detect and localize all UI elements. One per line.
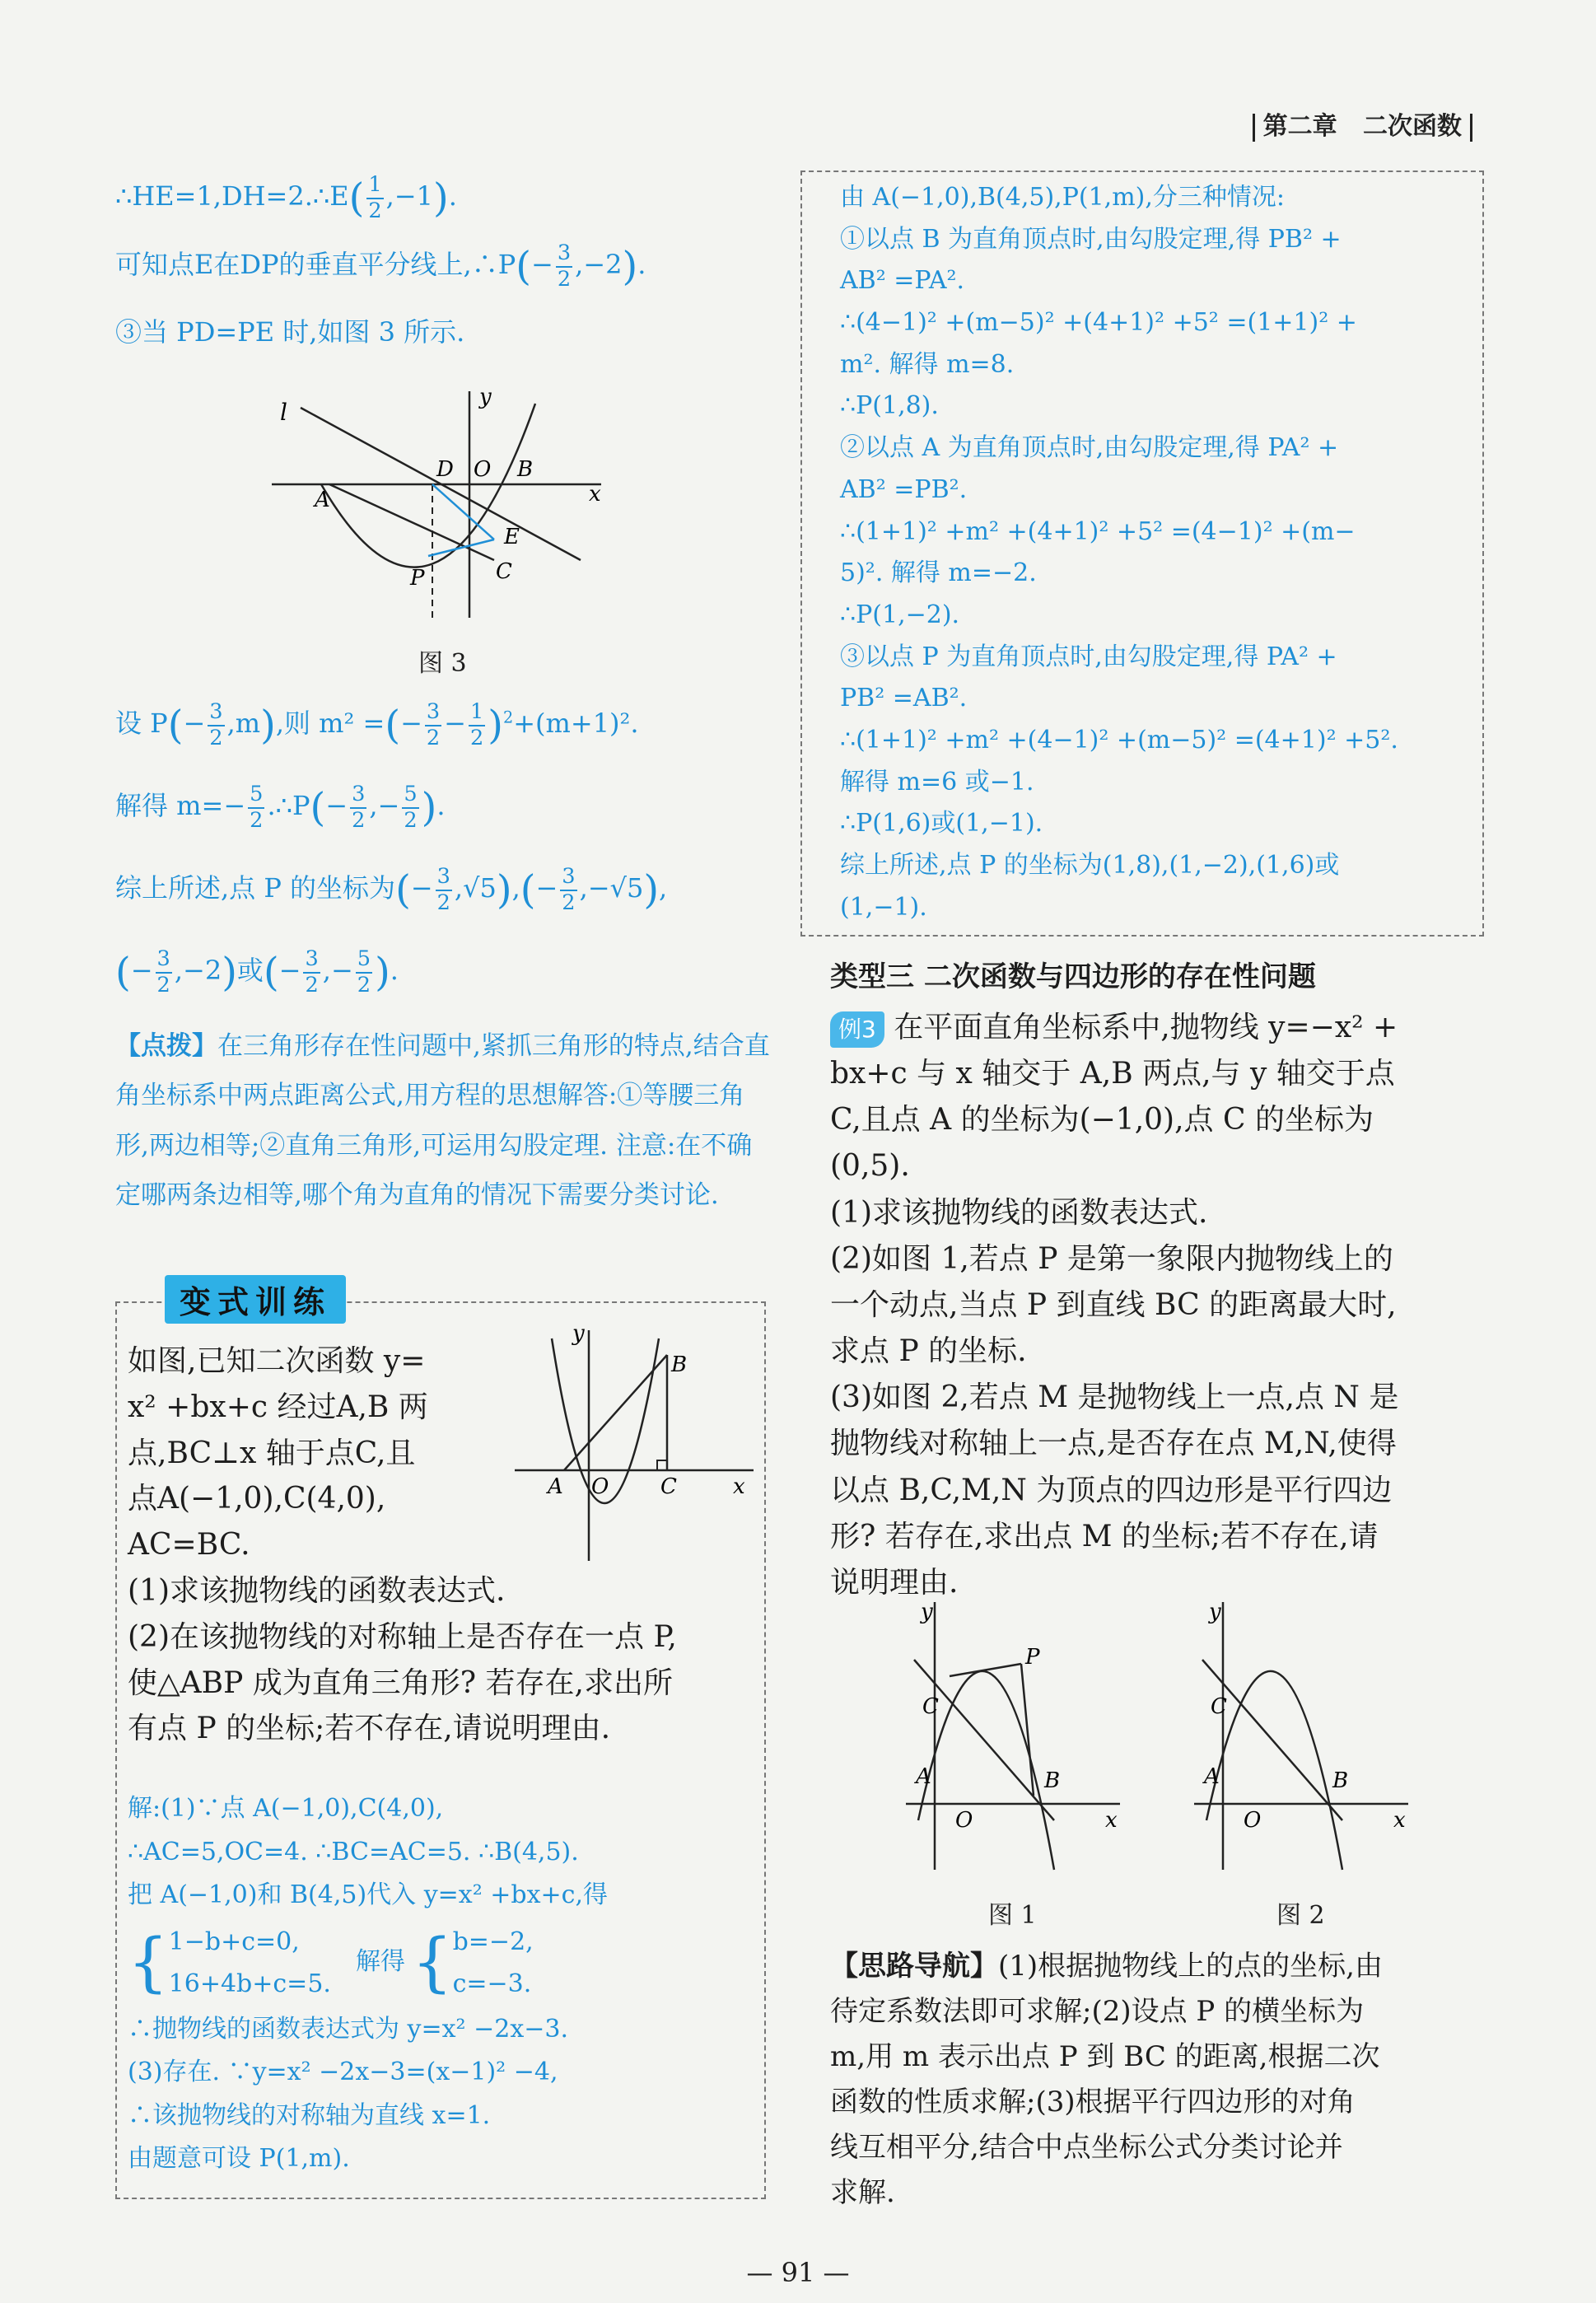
solution-line-1: ∴HE=1,DH=2.∴E( $\frac{1}{2}$ ,−1).: [115, 172, 457, 223]
fig3-label-e: E: [504, 525, 520, 549]
example-line: (2)如图 1,若点 P 是第一象限内抛物线上的: [830, 1241, 1393, 1276]
variant-q-line: 点A(−1,0),C(4,0),: [128, 1482, 386, 1516]
solution-line: ①以点 B 为直角顶点时,由勾股定理,得 PB² +: [840, 224, 1342, 254]
variant-system-equations: { 1−b+c=0, 16+4b+c=5. 解得 { b=−2, c=−3.: [128, 1925, 534, 2000]
solution-line: m². 解得 m=8.: [840, 349, 1015, 379]
variant-solution: [128, 1787, 762, 2181]
vfig-label-o: O: [591, 1474, 609, 1499]
example-line: 以点 B,C,M,N 为顶点的四边形是平行四边: [830, 1473, 1393, 1507]
fig2-label-o: O: [1244, 1808, 1262, 1833]
variant-sol-line: 解:(1)∵点 A(−1,0),C(4,0),: [128, 1794, 444, 1823]
fig3-label-p: P: [410, 566, 425, 591]
section-heading-type3: 类型三 二次函数与四边形的存在性问题: [830, 960, 1316, 993]
vfig-label-x: x: [733, 1474, 745, 1499]
example-line: (0,5).: [830, 1149, 910, 1184]
solution-line: ∴P(1,−2).: [840, 600, 960, 629]
tip-tag: 【点拨】: [115, 1031, 217, 1061]
fig2-label-b: B: [1332, 1768, 1349, 1793]
solution-line: 5)². 解得 m=−2.: [840, 558, 1037, 588]
fig1-label-c: C: [922, 1694, 939, 1719]
guide-tag: 【思路导航】: [830, 1950, 998, 1983]
tip-text: 在三角形存在性问题中,紧抓三角形的特点,结合直角坐标系中两点距离公式,用方程的思想解答:①等腰三角形,两边相等;②直角三角形,可运用勾股定理. 注意:在不确定哪两条边相等,哪个角为直角的情况下需要分类讨论.: [115, 1031, 770, 1211]
solution-line-2: 可知点E在DP的垂直平分线上,∴P(− $\frac{3}{2}$ ,−2).: [115, 241, 646, 292]
example-line: 求点 P 的坐标.: [830, 1334, 1027, 1369]
fig3-label-c: C: [496, 559, 512, 584]
variant-q-line: x² +bx+c 经过A,B 两: [128, 1390, 428, 1424]
variant-sol-line: 由题意可设 P(1,m).: [128, 2144, 350, 2173]
fig1-label-y: y: [921, 1600, 933, 1624]
fig2-label-y: y: [1209, 1600, 1221, 1624]
solution-line: ②以点 A 为直角顶点时,由勾股定理,得 PA² +: [840, 433, 1339, 463]
variant-q-line: 如图,已知二次函数 y=: [128, 1344, 426, 1378]
segment-pb: [1021, 1664, 1034, 1796]
solution-line: ∴P(1,8).: [840, 391, 939, 421]
header-title: 二次函数: [1363, 112, 1462, 141]
solution-line: AB² =PA².: [840, 266, 965, 296]
segment-pe: [428, 540, 494, 556]
solution-line: ∴(4−1)² +(m−5)² +(4+1)² +5² =(1+1)² +: [840, 308, 1357, 338]
variant-q-line: 有点 P 的坐标;若不存在,请说明理由.: [128, 1712, 611, 1746]
fig1-caption: 图 1: [988, 1901, 1037, 1930]
variant-sol-line: ∴抛物线的函数表达式为 y=x² −2x−3.: [128, 2014, 569, 2044]
vfig-label-y: y: [572, 1322, 585, 1346]
example-line: C,且点 A 的坐标为(−1,0),点 C 的坐标为: [830, 1103, 1374, 1137]
guide-line: 求解.: [830, 2176, 895, 2210]
fig3-label-y: y: [479, 387, 492, 409]
variant-q-line: 使△ABP 成为直角三角形? 若存在,求出所: [128, 1665, 673, 1700]
example-line: (1)求该抛物线的函数表达式.: [830, 1195, 1208, 1230]
guide-line: 函数的性质求解;(3)根据平行四边形的对角: [830, 2086, 1356, 2119]
fig3-label-x: x: [589, 482, 601, 507]
fig3-label-d: D: [436, 457, 454, 482]
variant-q-line: (2)在该抛物线的对称轴上是否存在一点 P,: [128, 1619, 677, 1654]
solution-line-5: 解得 m=− $\frac{5}{2}$ .∴P(− $\frac{3}{2}$ ,− $\frac{5}{2}$ ).: [115, 782, 446, 833]
variant-training-title: 变式训练: [165, 1275, 346, 1324]
tip-paragraph: [115, 1021, 774, 1221]
parabola: [321, 404, 535, 568]
variant-q-line: 点,BC⊥x 轴于点C,且: [128, 1436, 416, 1470]
example-line: 一个动点,当点 P 到直线 BC 的距离最大时,: [830, 1287, 1397, 1322]
header-chapter: 第二章: [1262, 112, 1337, 141]
fig3-label-o: O: [474, 457, 492, 482]
segment-ab: [564, 1355, 667, 1470]
example-tag: 例3: [830, 1011, 884, 1048]
solution-line: PB² =AB².: [840, 684, 968, 713]
solution-line: ∴(1+1)² +m² +(4+1)² +5² =(4−1)² +(m−: [840, 516, 1356, 546]
continued-solution: [840, 177, 1474, 928]
solution-line-4: 设 P(− $\frac{3}{2}$ ,m),则 m² =(− $\frac{3}{2}$ − $\frac{1}{2}$ )$^2$+(m+1)².: [115, 699, 639, 750]
fig1-label-b: B: [1044, 1768, 1061, 1793]
example-3: 例3 在平面直角坐标系中,抛物线 y=−x² + bx+c 与 x 轴交于 A,B 两点,与 y 轴交于点 C,且点 A 的坐标为(−1,0),点 C 的坐标为 (0,5). (1)求该抛物线的函数表达式. (2)如图 1,若点 P 是第一象限内抛物线上的 一个动点,当点 P 到直线 BC 的距离最大时, 求点 P 的坐标. (3)如图 2,若点 M 是抛物线上一点,点 N 是 抛物线对称轴上一点,是否存在点 M,N,使得 以点 B,C,M,N 为顶点的四边形是平行四边 形? 若存在,求出点 M 的坐标;若不存在,请 说明理由.: [830, 1005, 1489, 1606]
running-header: [1244, 105, 1481, 142]
variant-sol-line: ∴AC=5,OC=4. ∴BC=AC=5. ∴B(4,5).: [128, 1837, 579, 1866]
thinking-guide: 【思路导航】(1)根据抛物线上的点的坐标,由 待定系数法即可求解;(2)设点 P 的横坐标为 m,用 m 表示出点 P 到 BC 的距离,根据二次 函数的性质求解;(3)根据平行四边形的对角 线互相平分,结合中点坐标公式分类讨论并 求解.: [830, 1944, 1489, 2216]
example-line: 抛物线对称轴上一点,是否存在点 M,N,使得: [830, 1427, 1397, 1461]
example-line: (3)如图 2,若点 M 是抛物线上一点,点 N 是: [830, 1380, 1399, 1415]
variant-sol-line: ∴该抛物线的对称轴为直线 x=1.: [128, 2100, 491, 2130]
fig2-label-x: x: [1393, 1808, 1406, 1833]
vfig-label-c: C: [660, 1474, 677, 1499]
solution-line-3: ③当 PD=PE 时,如图 3 所示.: [115, 316, 465, 348]
variant-q-line: (1)求该抛物线的函数表达式.: [128, 1573, 506, 1608]
header-separator: [1253, 114, 1255, 142]
right-angle-mark: [657, 1460, 667, 1470]
guide-line: m,用 m 表示出点 P 到 BC 的距离,根据二次: [830, 2040, 1380, 2074]
fig3-label-a: A: [315, 488, 330, 512]
figure-3: [264, 387, 626, 626]
fig3-label-b: B: [517, 457, 534, 482]
summary-line-1: 综上所述,点 P 的坐标为(− $\frac{3}{2}$ ,√5),(− $\frac{3}{2}$ ,−√5),: [115, 864, 668, 915]
vfig-label-a: A: [548, 1474, 563, 1499]
fig2-label-a: A: [1204, 1764, 1220, 1789]
solution-line: 由 A(−1,0),B(4,5),P(1,m),分三种情况:: [840, 183, 1285, 212]
fraction: $\frac{1}{2}$: [368, 172, 382, 223]
fig2-caption: 图 2: [1276, 1901, 1325, 1930]
solution-line: ③以点 P 为直角顶点时,由勾股定理,得 PA² +: [840, 642, 1337, 671]
fig1-label-o: O: [955, 1808, 973, 1833]
vfig-label-b: B: [671, 1352, 688, 1377]
page-number: — 91 —: [746, 2257, 850, 2288]
variant-sol-line: 把 A(−1,0)和 B(4,5)代入 y=x² +bx+c,得: [128, 1880, 608, 1909]
summary-line-2: (− $\frac{3}{2}$ ,−2)或(− $\frac{3}{2}$ ,− $\frac{5}{2}$ ).: [115, 946, 399, 997]
solution-line: (1,−1).: [840, 892, 927, 922]
fig3-label-l: l: [280, 399, 287, 426]
guide-line: 线互相平分,结合中点坐标公式分类讨论并: [830, 2131, 1343, 2165]
figure-2: [1186, 1598, 1416, 1878]
fig3-caption: 图 3: [418, 649, 467, 678]
example-line: 说明理由.: [830, 1565, 959, 1600]
variant-sol-line: (3)存在. ∵y=x² −2x−3=(x−1)² −4,: [128, 2058, 558, 2086]
solution-line: AB² =PB².: [840, 474, 968, 504]
example-line: bx+c 与 x 轴交于 A,B 两点,与 y 轴交于点: [830, 1057, 1395, 1091]
solution-line: 综上所述,点 P 的坐标为(1,8),(1,−2),(1,6)或: [840, 851, 1340, 880]
fig1-label-a: A: [916, 1764, 931, 1789]
solution-line: ∴(1+1)² +m² +(4−1)² +(m−5)² =(4+1)² +5².: [840, 725, 1398, 754]
segment-cp: [950, 1664, 1021, 1676]
fig2-label-c: C: [1211, 1694, 1227, 1719]
example-line: 形? 若存在,求出点 M 的坐标;若不存在,请: [830, 1519, 1379, 1553]
fraction: $\frac{3}{2}$: [557, 241, 572, 292]
figure-1: [898, 1598, 1128, 1878]
variant-q-line: AC=BC.: [128, 1528, 250, 1563]
variant-figure: [506, 1322, 762, 1569]
fig1-label-x: x: [1105, 1808, 1118, 1833]
left-column-solution: [115, 173, 774, 373]
solution-line: ∴P(1,6)或(1,−1).: [840, 809, 1043, 839]
solution-line: 解得 m=6 或−1.: [840, 767, 1034, 796]
fig1-label-p: P: [1025, 1645, 1040, 1670]
guide-line: 待定系数法即可求解;(2)设点 P 的横坐标为: [830, 1995, 1365, 2029]
header-separator-end: [1470, 114, 1472, 142]
